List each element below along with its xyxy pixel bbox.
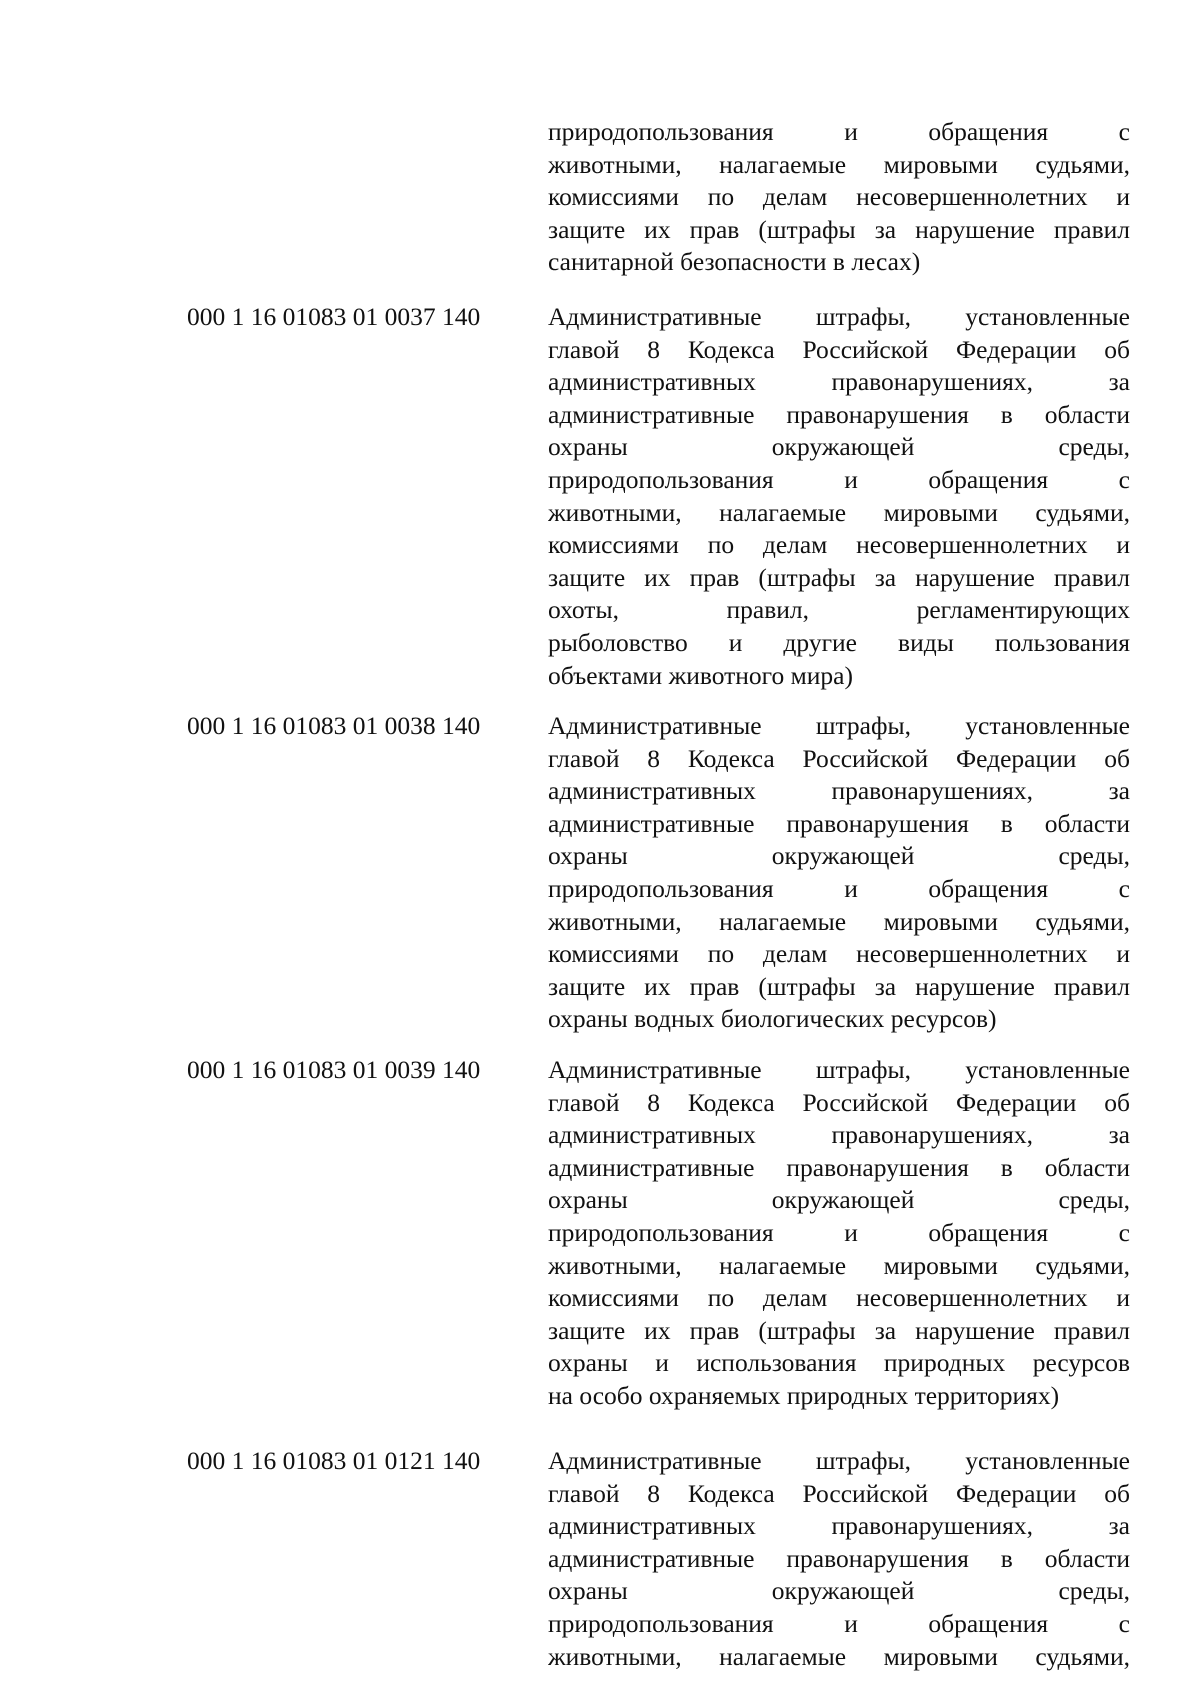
description-line: защите их прав (штрафы за нарушение правил [548,562,1130,592]
description-line: административные правонарушения в области [548,1543,1130,1573]
description-line: животными, налагаемые мировыми судьями, [548,1641,1130,1671]
description-line: административные правонарушения в области [548,808,1130,838]
description-line: административных правонарушениях, за [548,776,1130,806]
description-line: главой 8 Кодекса Российской Федерации об [548,1087,1130,1117]
description-cell [548,1445,1130,1673]
description-line: природопользования и обращения с [548,873,1130,903]
description-line: Административные штрафы, установленные [548,302,1130,331]
description-line: административных правонарушениях, за [548,1511,1130,1541]
description-line: охраны окружающей среды, [548,432,1130,462]
description-line: административные правонарушения в области [548,399,1130,429]
description-line: природопользования и обращения с [548,1608,1130,1638]
description-line: Административные штрафы, установленные [548,1446,1130,1475]
description-line: охраны окружающей среды, [548,1576,1130,1606]
description-line: природопользования и обращения с [548,464,1130,494]
description-line: комиссиями по делам несовершеннолетних и [548,1283,1130,1313]
description-line: защите их прав (штрафы за нарушение правил [548,214,1130,244]
description-line: комиссиями по делам несовершеннолетних и [548,182,1130,212]
description-line: охраны водных биологических ресурсов) [548,1004,997,1034]
description-cell [548,116,1130,279]
description-line: охоты, правил, регламентирующих [548,595,1130,625]
description-line: животными, налагаемые мировыми судьями, [548,149,1130,179]
description-cell [548,710,1130,1036]
description-line: защите их прав (штрафы за нарушение правил [548,971,1130,1001]
description-line: главой 8 Кодекса Российской Федерации об [548,743,1130,773]
description-line: Административные штрафы, установленные [548,1055,1130,1084]
description-cell [548,301,1130,692]
description-line: охраны окружающей среды, [548,1185,1130,1215]
budget-code-cell: 000 1 16 01083 01 0037 140 [187,302,481,331]
budget-code-cell: 000 1 16 01083 01 0038 140 [187,711,481,740]
description-line: природопользования и обращения с [548,117,1130,146]
description-line: административных правонарушениях, за [548,367,1130,397]
description-line: охраны окружающей среды, [548,841,1130,871]
description-line: животными, налагаемые мировыми судьями, [548,497,1130,527]
description-line: животными, налагаемые мировыми судьями, [548,906,1130,936]
description-line: объектами животного мира) [548,660,853,690]
description-line: санитарной безопасности в лесах) [548,247,921,277]
description-line: на особо охраняемых природных территориях) [548,1380,1060,1410]
description-line: комиссиями по делам несовершеннолетних и [548,530,1130,560]
description-cell [548,1054,1130,1413]
description-line: главой 8 Кодекса Российской Федерации об [548,1478,1130,1508]
description-line: рыболовство и другие виды пользования [548,627,1130,657]
description-line: административные правонарушения в области [548,1152,1130,1182]
description-line: животными, налагаемые мировыми судьями, [548,1250,1130,1280]
description-line: охраны и использования природных ресурсов [548,1348,1130,1378]
description-line: Административные штрафы, установленные [548,711,1130,740]
description-line: комиссиями по делам несовершеннолетних и [548,939,1130,969]
budget-code-cell: 000 1 16 01083 01 0039 140 [187,1055,481,1084]
description-line: защите их прав (штрафы за нарушение правил [548,1315,1130,1345]
description-line: главой 8 Кодекса Российской Федерации об [548,334,1130,364]
description-line: природопользования и обращения с [548,1217,1130,1247]
description-line: административных правонарушениях, за [548,1120,1130,1150]
budget-code-cell: 000 1 16 01083 01 0121 140 [187,1446,481,1475]
